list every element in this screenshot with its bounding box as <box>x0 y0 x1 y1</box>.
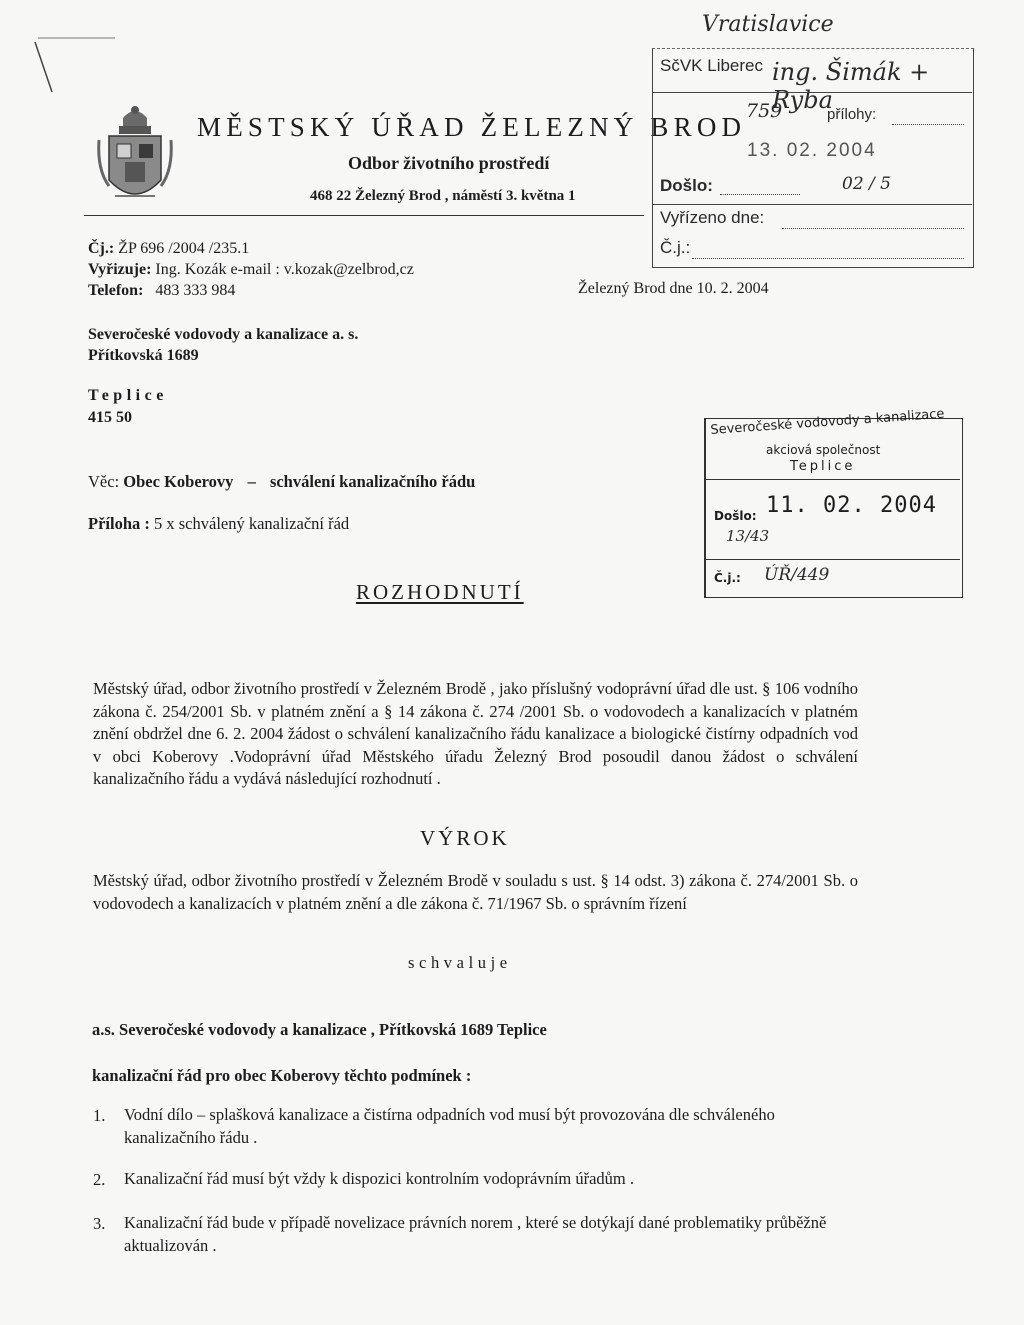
received-stamp-scvk <box>652 12 972 270</box>
stamp-org: SčVK Liberec <box>660 56 763 75</box>
condition-number: 1. <box>93 1106 106 1125</box>
handler <box>88 261 414 279</box>
stamp-divider <box>652 92 972 93</box>
stamp-attachments-label: přílohy: <box>827 106 877 123</box>
received-stamp-svak <box>704 406 963 598</box>
condition-number: 3. <box>93 1214 106 1233</box>
handler-value: Ing. Kozák e-mail : v.kozak@zelbrod,cz <box>155 261 414 278</box>
handwritten-note: 02 / 5 <box>842 174 891 194</box>
stamp-org-line3: Teplice <box>790 459 856 474</box>
ref-label: Čj.: <box>88 240 115 257</box>
handwritten-number: 759 <box>746 100 783 122</box>
stamp-received-date: 11. 02. 2004 <box>766 493 937 518</box>
stamp-dots <box>892 124 964 125</box>
subject-label: Věc: <box>88 472 120 491</box>
stamp-number-label: Č.j.: <box>714 571 741 585</box>
stamp-received-date: 13. 02. 2004 <box>747 140 877 161</box>
subject-text: schválení kanalizačního řádu <box>269 472 476 491</box>
approves-heading: schvaluje <box>408 953 512 972</box>
condition-text: Vodní dílo – splašková kanalizace a čistírna odpadních vod musí být provozována dle schváleného kanalizačního řádu . <box>124 1105 775 1147</box>
stamp-handled-label: Vyřízeno dne: <box>660 208 765 227</box>
stamp-handwritten-sub: 13/43 <box>726 527 770 545</box>
conditions-title: kanalizační řád pro obec Koberovy těchto podmínek : <box>92 1066 472 1085</box>
handler-label: Vyřizuje: <box>88 261 152 278</box>
department-name: Odbor životního prostředí <box>348 153 550 173</box>
addressee-city: Teplice <box>88 387 168 404</box>
stamp-divider <box>652 204 972 205</box>
office-address: 468 22 Železný Brod , náměstí 3. května 1 <box>310 188 576 204</box>
decision-heading: ROZHODNUTÍ <box>356 580 524 604</box>
stamp-number-value: ÚŘ/449 <box>764 565 830 585</box>
phone <box>88 282 235 300</box>
verdict-paragraph: Městský úřad, odbor životního prostředí v Železném Brodě v souladu s ust. § 14 odst. 3) zákona č. 274/2001 Sb. o vodovodech a kanalizacích v platném znění a dle zákona č. 71/1967 Sb. o správním řízení <box>93 871 858 913</box>
attachment-line <box>88 514 349 534</box>
ref-value: ŽP 696 /2004 /235.1 <box>118 240 250 257</box>
stamp-dots <box>720 194 800 195</box>
stamp-divider <box>706 559 960 560</box>
handwritten-initials: ing. Šimák + Ryba <box>772 58 930 114</box>
stamp-divider <box>706 479 960 480</box>
phone-value: 483 333 984 <box>155 282 236 299</box>
header-divider <box>84 215 644 216</box>
condition-text: Kanalizační řád musí být vždy k dispozici kontrolním vodoprávním úřadům . <box>124 1169 635 1188</box>
stamp-org-line1: Severočeské vodovody a kanalizace <box>710 406 945 438</box>
verdict-heading: VÝROK <box>420 826 510 850</box>
condition-text: Kanalizační řád bude v případě novelizace právních norem , které se dotýkají dané problematiky průběžně aktualizován . <box>124 1213 827 1255</box>
stamp-dots <box>782 228 964 229</box>
stamp-received-label: Došlo: <box>660 176 713 195</box>
addressee-street: Přítkovská 1689 <box>88 347 199 364</box>
intro-paragraph: Městský úřad, odbor životního prostředí v Železném Brodě , jako příslušný vodoprávní úřad dle ust. § 106 vodního zákona č. 254/2001 Sb. v platném znění a § 14 zákona č. 274 /2001 Sb. o vodovodech a kanalizacích v platném znění obdržel dne 6. 2. 2004 žádost o schválení kanalizačního řádu kanalizace a biologické čistírny odpadních vod v obci Koberovy .Vodoprávní úřad Městského úřadu Železný Brod posoudil danou žádost o schválení kanalizačního řádu a vydává následující rozhodnutí . <box>93 679 858 788</box>
handwritten-destination: Vratislavice <box>702 12 834 37</box>
stamp-dots <box>692 258 964 259</box>
subject-dash: – <box>247 472 256 491</box>
office-title: MĚSTSKÝ ÚŘAD ŽELEZNÝ BROD <box>197 112 747 142</box>
condition-number: 2. <box>93 1170 106 1189</box>
stamp-received-label: Došlo: <box>714 509 757 523</box>
scan-corner-mark <box>30 30 120 100</box>
subject-line <box>88 472 475 492</box>
town-crest-logo <box>95 100 175 215</box>
stamp-org-line2: akciová společnost <box>766 443 881 457</box>
addressee-name: Severočeské vodovody a kanalizace a. s. <box>88 326 359 343</box>
subject-entity: Obec Koberovy <box>123 472 234 491</box>
place-and-date: Železný Brod dne 10. 2. 2004 <box>578 280 769 297</box>
addressee-zip: 415 50 <box>88 409 132 426</box>
stamp-number-label: Č.j.: <box>660 238 691 257</box>
phone-label: Telefon: <box>88 282 144 299</box>
attachment-text: 5 x schválený kanalizační řád <box>154 514 350 533</box>
approved-party: a.s. Severočeské vodovody a kanalizace , Přítkovská 1689 Teplice <box>92 1020 547 1039</box>
attachment-label: Příloha : <box>88 514 150 533</box>
reference-number <box>88 240 249 258</box>
